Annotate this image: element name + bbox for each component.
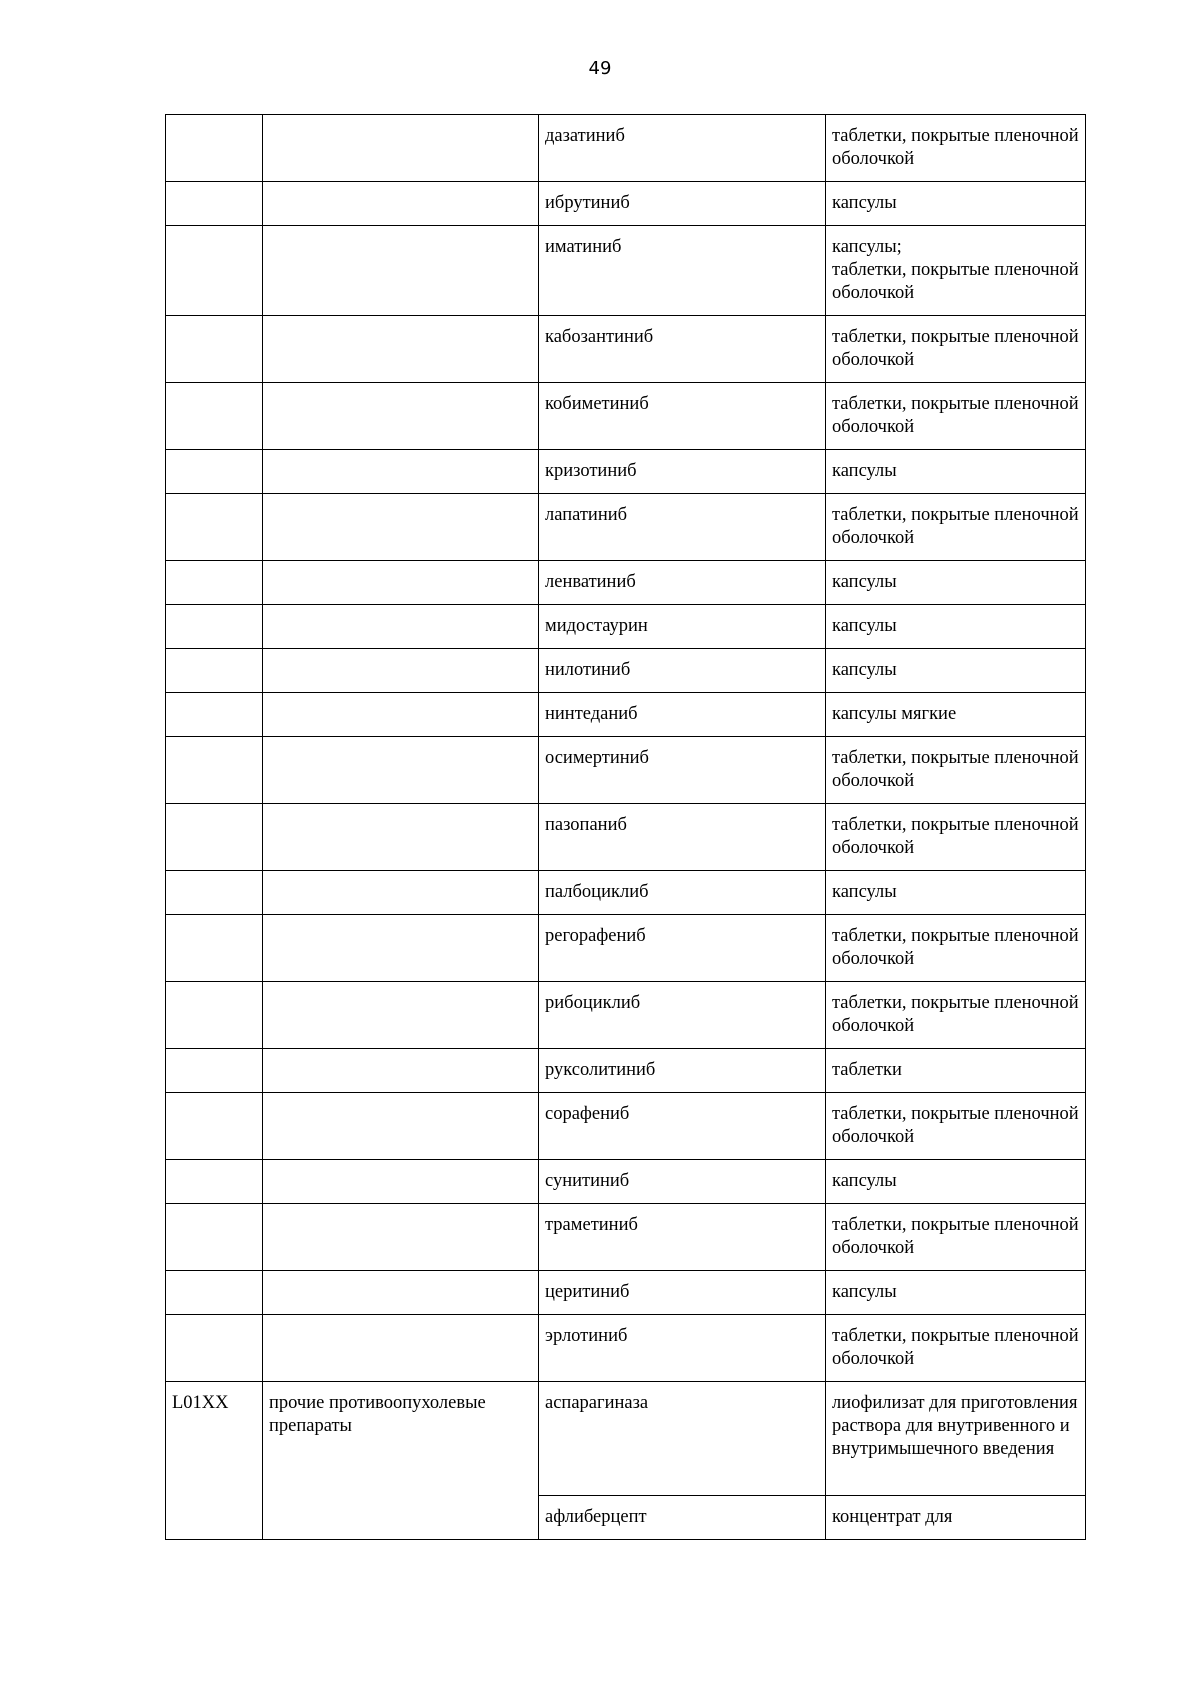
table-row — [166, 605, 1086, 649]
dosage-form-cell: капсулы — [826, 450, 1086, 494]
code-cell — [166, 804, 263, 871]
drug-name-cell: регорафениб — [539, 915, 826, 982]
group-cell — [263, 561, 539, 605]
drug-name-cell: нинтеданиб — [539, 693, 826, 737]
drug-name-cell: кабозантиниб — [539, 316, 826, 383]
group-cell — [263, 383, 539, 450]
code-cell — [166, 649, 263, 693]
drug-name-cell: эрлотиниб — [539, 1315, 826, 1382]
table-row — [166, 804, 1086, 871]
drug-name-cell: иматиниб — [539, 226, 826, 316]
code-cell — [166, 1271, 263, 1315]
table-row — [166, 182, 1086, 226]
drug-name-cell: траметиниб — [539, 1204, 826, 1271]
dosage-form-cell: таблетки, покрытые пленочной оболочкой — [826, 982, 1086, 1049]
table-row — [166, 1160, 1086, 1204]
drug-name-cell: нилотиниб — [539, 649, 826, 693]
dosage-form-cell: таблетки, покрытые пленочной оболочкой — [826, 915, 1086, 982]
drug-name-cell: афлиберцепт — [539, 1496, 826, 1540]
group-cell — [263, 494, 539, 561]
table-row — [166, 226, 1086, 316]
drug-name-cell: кобиметиниб — [539, 383, 826, 450]
group-cell — [263, 115, 539, 182]
drug-name-cell: ленватиниб — [539, 561, 826, 605]
group-cell — [263, 605, 539, 649]
dosage-form-cell: лиофилизат для приготовления раствора для внутривенного и внутримышечного введения — [826, 1382, 1086, 1496]
drug-name-cell: сорафениб — [539, 1093, 826, 1160]
table-row — [166, 1049, 1086, 1093]
drug-name-cell: ибрутиниб — [539, 182, 826, 226]
code-cell — [166, 494, 263, 561]
table-row — [166, 1315, 1086, 1382]
page-number: 49 — [588, 58, 612, 79]
table-row — [166, 450, 1086, 494]
table-row — [166, 494, 1086, 561]
drug-name-cell: руксолитиниб — [539, 1049, 826, 1093]
code-cell — [166, 226, 263, 316]
code-cell — [166, 561, 263, 605]
code-cell — [166, 383, 263, 450]
dosage-form-cell: таблетки, покрытые пленочной оболочкой — [826, 316, 1086, 383]
dosage-form-cell: концентрат для — [826, 1496, 1086, 1540]
table-row — [166, 1204, 1086, 1271]
table-row — [166, 982, 1086, 1049]
table-row — [166, 383, 1086, 450]
dosage-form-cell: таблетки — [826, 1049, 1086, 1093]
group-cell — [263, 182, 539, 226]
dosage-form-cell: таблетки, покрытые пленочной оболочкой — [826, 804, 1086, 871]
group-cell — [263, 1271, 539, 1315]
drug-name-cell: кризотиниб — [539, 450, 826, 494]
code-cell — [166, 1049, 263, 1093]
group-cell — [263, 737, 539, 804]
table-row — [166, 1382, 1086, 1496]
table-row — [166, 316, 1086, 383]
code-cell — [166, 450, 263, 494]
table-row — [166, 1271, 1086, 1315]
group-cell — [263, 649, 539, 693]
table-row — [166, 1093, 1086, 1160]
code-cell — [166, 871, 263, 915]
table-row — [166, 115, 1086, 182]
table-row — [166, 649, 1086, 693]
group-cell — [263, 226, 539, 316]
drug-name-cell: мидостаурин — [539, 605, 826, 649]
table-body — [166, 115, 1086, 1540]
table-row — [166, 915, 1086, 982]
group-cell — [263, 915, 539, 982]
dosage-form-cell: капсулы — [826, 1160, 1086, 1204]
code-cell — [166, 182, 263, 226]
dosage-form-cell: таблетки, покрытые пленочной оболочкой — [826, 737, 1086, 804]
code-cell — [166, 115, 263, 182]
dosage-form-cell: капсулы — [826, 561, 1086, 605]
drug-name-cell: рибоциклиб — [539, 982, 826, 1049]
code-cell — [166, 982, 263, 1049]
group-cell — [263, 804, 539, 871]
drug-name-cell: осимертиниб — [539, 737, 826, 804]
group-cell — [263, 693, 539, 737]
dosage-form-cell: капсулы — [826, 649, 1086, 693]
code-cell — [166, 1160, 263, 1204]
group-cell — [263, 982, 539, 1049]
group-cell — [263, 871, 539, 915]
group-cell — [263, 1315, 539, 1382]
group-cell — [263, 1049, 539, 1093]
drug-table — [165, 114, 1086, 1540]
dosage-form-cell: капсулы — [826, 871, 1086, 915]
code-cell — [166, 737, 263, 804]
code-cell — [166, 915, 263, 982]
code-cell — [166, 605, 263, 649]
dosage-form-cell: таблетки, покрытые пленочной оболочкой — [826, 1315, 1086, 1382]
dosage-form-cell: капсулы — [826, 605, 1086, 649]
code-cell — [166, 1315, 263, 1382]
dosage-form-cell: таблетки, покрытые пленочной оболочкой — [826, 1093, 1086, 1160]
table-row — [166, 871, 1086, 915]
dosage-form-cell: капсулы мягкие — [826, 693, 1086, 737]
drug-name-cell: лапатиниб — [539, 494, 826, 561]
group-cell — [263, 316, 539, 383]
dosage-form-cell: капсулы — [826, 1271, 1086, 1315]
dosage-form-cell: таблетки, покрытые пленочной оболочкой — [826, 1204, 1086, 1271]
table-row — [166, 561, 1086, 605]
drug-name-cell: палбоциклиб — [539, 871, 826, 915]
dosage-form-cell: капсулы — [826, 182, 1086, 226]
dosage-form-cell: таблетки, покрытые пленочной оболочкой — [826, 494, 1086, 561]
code-cell — [166, 1204, 263, 1271]
table-row — [166, 737, 1086, 804]
drug-name-cell: пазопаниб — [539, 804, 826, 871]
code-cell — [166, 316, 263, 383]
drug-name-cell: сунитиниб — [539, 1160, 826, 1204]
drug-name-cell: дазатиниб — [539, 115, 826, 182]
dosage-form-cell: капсулы; таблетки, покрытые пленочной оболочкой — [826, 226, 1086, 316]
group-name-cell: прочие противоопухолевые препараты — [263, 1382, 539, 1540]
dosage-form-cell: таблетки, покрытые пленочной оболочкой — [826, 383, 1086, 450]
group-cell — [263, 1204, 539, 1271]
code-cell — [166, 693, 263, 737]
code-cell — [166, 1093, 263, 1160]
dosage-form-cell: таблетки, покрытые пленочной оболочкой — [826, 115, 1086, 182]
table-row — [166, 693, 1086, 737]
group-cell — [263, 1160, 539, 1204]
drug-name-cell: церитиниб — [539, 1271, 826, 1315]
group-cell — [263, 450, 539, 494]
group-cell — [263, 1093, 539, 1160]
drug-name-cell: аспарагиназа — [539, 1382, 826, 1496]
atc-code-cell: L01XX — [166, 1382, 263, 1540]
